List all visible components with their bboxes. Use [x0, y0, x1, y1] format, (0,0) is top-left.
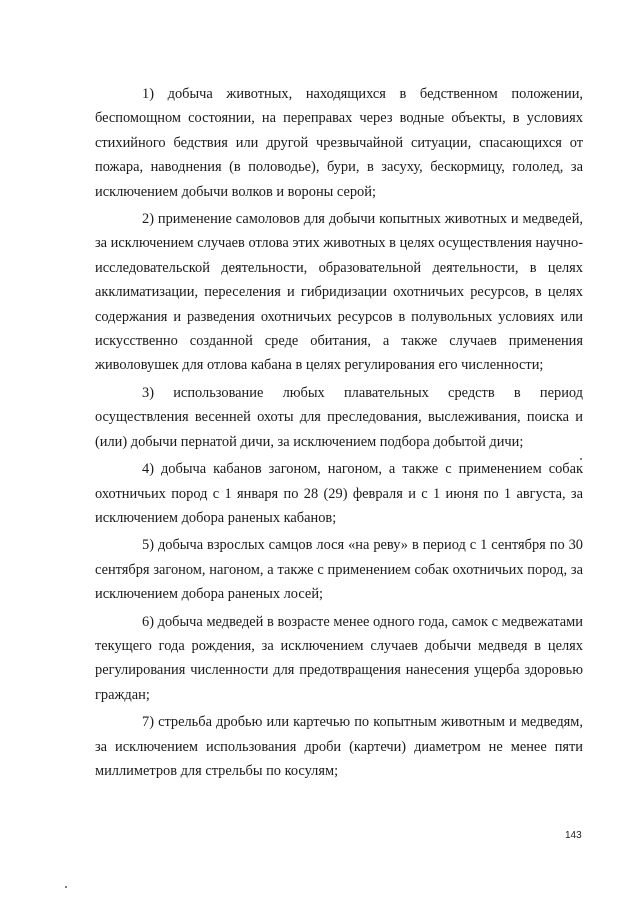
scan-speck [65, 886, 67, 888]
page-number: 143 [565, 830, 582, 841]
list-item: 4) добыча кабанов загоном, нагоном, а также с применением собак охотничьих пород с 1 января по 28 (29) февраля и с 1 июня по 1 августа, за исключением добора раненых кабанов; [95, 461, 583, 526]
list-item: 5) добыча взрослых самцов лося «на реву» в период с 1 сентября по 30 сентября загоном, нагоном, а также с применением собак охотничьих пород, за исключением добора раненых лосей; [95, 537, 583, 603]
list-item: 6) добыча медведей в возрасте менее одного года, самок с медвежатами текущего года рождения, за исключением случаев добычи медведя в целях регулирования численности для предотвращения нанесения ущерба здоровью граждан; [95, 613, 583, 703]
list-item: 7) стрельба дробью или картечью по копытным животным и медведям, за исключением использования дроби (картечи) диаметром не менее пяти миллиметров для стрельбы по косулям; [95, 714, 583, 779]
list-item: 1) добыча животных, находящихся в бедственном положении, беспомощном состоянии, на переправах через водные объекты, в условиях стихийного бедствия или другой чрезвычайной ситуации, спасающихся от пожара, наводнения (в половодье), бури, в засуху, бескормицу, гололед, за исключением добычи волков и вороны серой; [95, 86, 583, 200]
document-body [95, 82, 583, 783]
list-item: 2) применение самоловов для добычи копытных животных и медведей, за исключением случаев отлова этих животных в целях осуществления научно-исследовательской деятельности, образовательной деятельности, в целях акклиматизации, переселения и гибридизации охотничьих ресурсов, в целях содержания и разведения охотничьих ресурсов в полувольных условиях или искусственно созданной среде обитания, а также случаев применения живоловушек для отлова кабана в целях регулирования его численности; [95, 211, 583, 374]
scan-speck [580, 458, 582, 460]
list-item: 3) использование любых плавательных средств в период осуществления весенней охоты для преследования, выслеживания, поиска и (или) добычи пернатой дичи, за исключением подбора добытой дичи; [95, 384, 583, 450]
